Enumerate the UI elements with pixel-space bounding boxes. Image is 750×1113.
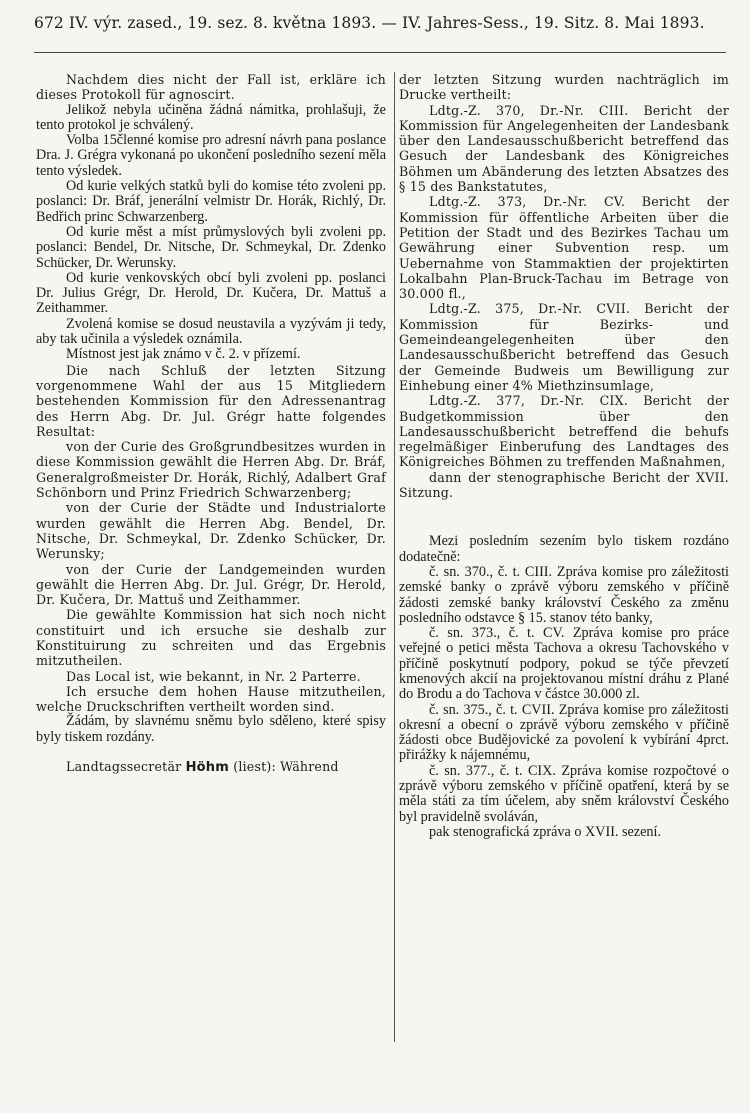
spacer xyxy=(36,745,386,759)
paragraph: Od kurie venkovských obcí byli zvoleni pp. poslanci Dr. Julius Grégr, Dr. Herold, Dr. Kučera, Dr. Mattuš a Zeithammer. xyxy=(36,269,386,317)
paragraph: Nachdem dies nicht der Fall ist, erkläre ich dieses Protokoll für agnoscirt. xyxy=(36,72,386,103)
right-column xyxy=(399,72,729,840)
paragraph: Volba 15členné komise pro adresní návrh pana poslance Dra. J. Grégra vykonaná po ukončení posledního sezení měla tento výsledek. xyxy=(36,132,386,179)
speaker-role: Landtagssecretär xyxy=(66,759,182,775)
paragraph: Místnost jest jak známo v č. 2. v přízemí. xyxy=(66,346,301,363)
paragraph: Ldtg.-Z. 377, Dr.-Nr. CIX. Bericht der Budgetkommission über den Landesausschußbericht betreffend die behufs regelmäßiger Einberufung des Landtages des Königreiches Böhmen zu treffenden Maßnahmen, xyxy=(399,393,729,470)
paragraph: č. sn. 377., č. t. CIX. Zpráva komise rozpočtové o zprávě výboru zemského v příčině opatření, která by se měla státi za tím účelem, aby sněm království Českého byl pravidelně svoláván, xyxy=(399,762,729,825)
paragraph: Jelikož nebyla učiněna žádná námitka, prohlašuji, že tento protokol je schválený. xyxy=(36,101,386,133)
paragraph: Od kurie měst a míst průmyslových byli zvoleni pp. poslanci: Bendel, Dr. Nitsche, Dr. Schmeykal, Dr. Zdenko Schücker, Dr. Werunsky. xyxy=(36,223,386,271)
page-header: 672 IV. výr. zased., 19. sez. 8. května 1893. — IV. Jahres-Sess., 19. Sitz. 8. Mai 1893. xyxy=(34,14,705,32)
paragraph: Od kurie velkých statků byli do komise této zvoleni pp. poslanci: Dr. Bráf, jenerální velmistr Dr. Horák, Richlý, Dr. Bedřich princ Schwarzenberg. xyxy=(36,178,386,225)
speaker-name: Höhm xyxy=(185,760,230,776)
paragraph: Mezi posledním sezením bylo tiskem rozdáno dodatečně: xyxy=(399,533,729,565)
left-column xyxy=(36,72,386,775)
paragraph: Ldtg.-Z. 375, Dr.-Nr. CVII. Bericht der Kommission für Bezirks- und Gemeindeangelegenheiten über den Landesausschußbericht betreffend das Gesuch der Gemeinde Budweis um Bewilligung zur Einhebung einer 4% Miethzinsumlage, xyxy=(399,301,729,393)
paragraph: von der Curie des Großgrundbesitzes wurden in diese Kommission gewählt die Herren Abg. Dr. Bráf, Generalgroßmeister Dr. Horák, Richlý, Adalbert Graf Schönborn und Prinz Friedrich Schwarzenberg; xyxy=(36,439,386,501)
paragraph: č. sn. 370., č. t. CIII. Zpráva komise pro záležitosti zemské banky o zprávě výboru zemského v příčině žádosti zemské banky království Českého za změnu posledního odstavce § 15. stanov této banky, xyxy=(399,563,729,626)
paragraph: Ldtg.-Z. 370, Dr.-Nr. CIII. Bericht der Kommission für Angelegenheiten der Landesbank über den Landesausschußbericht betreffend das Gesuch der Landesbank des Königreiches Böhmen um Abänderung des letzten Absatzes des § 15 des Bankstatutes, xyxy=(399,102,729,195)
paragraph: Žádám, by slavnému sněmu bylo sděleno, které spisy byly tiskem rozdány. xyxy=(36,713,386,745)
paragraph: Ich ersuche dem hohen Hause mitzutheilen, welche Druckschriften vertheilt worden sind. xyxy=(36,683,386,715)
header-rule xyxy=(34,52,726,53)
paragraph: der letzten Sitzung wurden nachträglich im Drucke vertheilt: xyxy=(399,72,729,103)
spacer xyxy=(399,500,729,534)
paragraph: von der Curie der Landgemeinden wurden gewählt die Herren Abg. Dr. Jul. Grégr, Dr. Herold, Dr. Kučera, Dr. Mattuš und Zeithammer. xyxy=(36,561,386,608)
paragraph: Die nach Schluß der letzten Sitzung vorgenommene Wahl der aus 15 Mitgliedern bestehenden Kommission für den Adressenantrag des Herrn Abg. Dr. Jul. Grégr hatte folgendes Resultat: xyxy=(36,362,386,439)
paragraph: č. sn. 375., č. t. CVII. Zpráva komise pro záležitosti okresní a obecní o zprávě výboru zemského v příčině žádosti obce Budějovické za povolení k vybírání 4prct. přirážky k nájemnému, xyxy=(399,701,729,764)
paragraph: Zvolená komise se dosud neustavila a vyzývám ji tedy, aby tak učinila a výsledek oznámila. xyxy=(36,315,386,348)
paragraph: Das Local ist, wie bekannt, in Nr. 2 Parterre. xyxy=(66,668,361,684)
paragraph: Ldtg.-Z. 373, Dr.-Nr. CV. Bericht der Kommission für öffentliche Arbeiten über die Petition der Stadt und des Bezirkes Tachau um Gewährung einer Subvention resp. um Uebernahme von Stammaktien der projektirten Lokalbahn Plan-Bruck-Tachau im Betrage von 30.000 fl., xyxy=(399,194,729,302)
paragraph: dann der stenographische Bericht der XVII. Sitzung. xyxy=(399,469,729,501)
column-divider xyxy=(394,72,395,1042)
speaker-line xyxy=(36,759,386,775)
paragraph: Die gewählte Kommission hat sich noch nicht constituirt und ich ersuche sie deshalb zur Konstituirung zu schreiten und das Ergebnis mitzutheilen. xyxy=(36,607,386,669)
paragraph: č. sn. 373., č. t. CV. Zpráva komise pro práce veřejné o petici města Tachova a okresu Tachovského v příčině poskytnutí podpory, pokud se týče převzetí kmenových akcií na projektovanou místní dráhu z Plané do Brodu a do Tachova v částce 30.000 zl. xyxy=(399,625,729,703)
paragraph: von der Curie der Städte und Industrialorte wurden gewählt die Herren Abg. Bendel, Dr. Nitsche, Dr. Schmeykal, Dr. Zdenko Schücker, Dr. Werunsky; xyxy=(36,500,386,562)
paragraph: pak stenografická zpráva o XVII. sezení. xyxy=(429,823,662,840)
speaker-action: (liest): Während xyxy=(233,759,339,775)
